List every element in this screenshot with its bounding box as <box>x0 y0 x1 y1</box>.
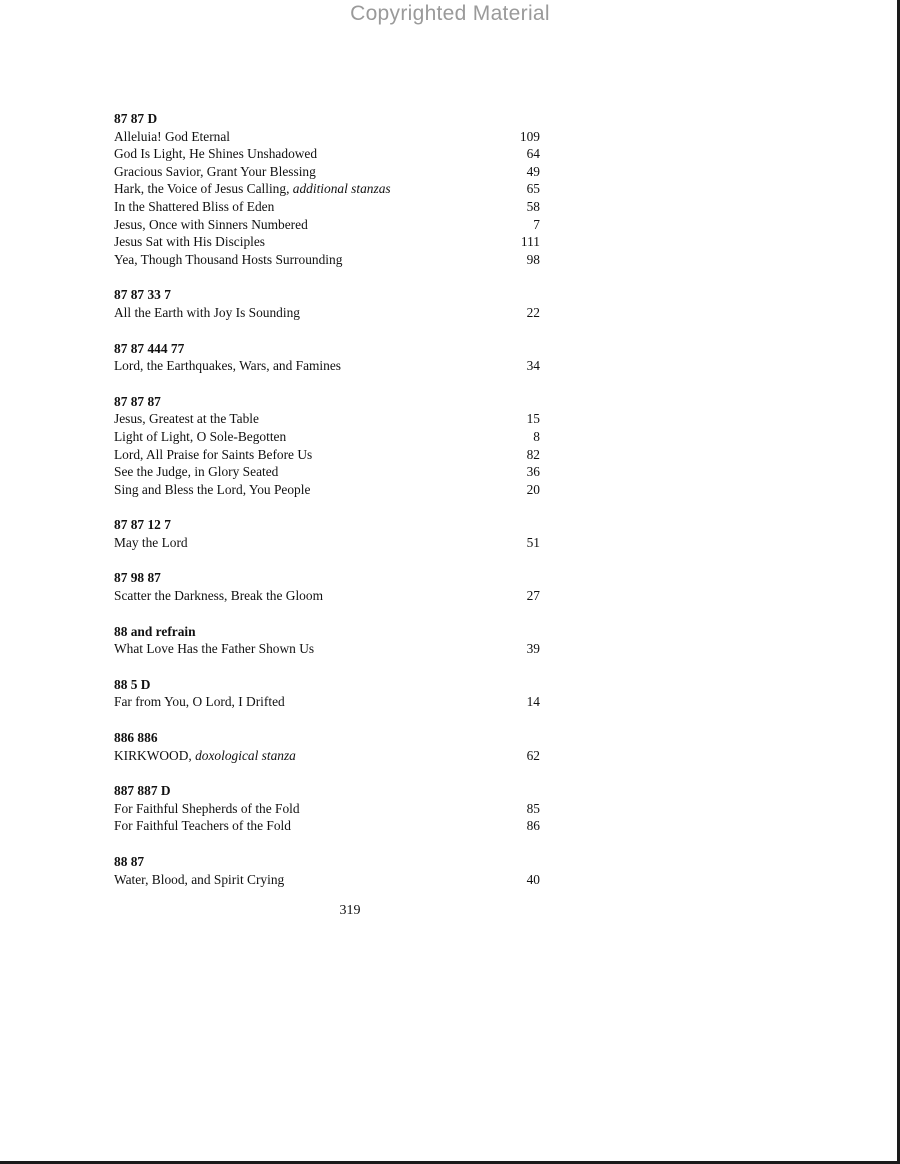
index-entry <box>114 198 540 216</box>
index-entry <box>114 871 540 889</box>
entry-page-number: 14 <box>526 694 540 710</box>
index-entry <box>114 640 540 658</box>
meter-section <box>114 569 540 604</box>
meter-section <box>114 286 540 321</box>
entry-page-number: 27 <box>526 588 540 604</box>
meter-index <box>114 110 540 906</box>
entry-title <box>114 251 342 269</box>
entry-title-text: What Love Has the Father Shown Us <box>114 641 315 657</box>
entry-title-text: For Faithful Teachers of the Fold <box>114 818 291 834</box>
entry-title <box>114 216 308 234</box>
index-entry <box>114 357 540 375</box>
index-entry <box>114 428 540 446</box>
index-entry <box>114 251 540 269</box>
entry-title-text: Sing and Bless the Lord, You People <box>114 481 311 497</box>
index-entry <box>114 233 540 251</box>
entry-title-text: Yea, Though Thousand Hosts Surrounding <box>114 251 343 267</box>
meter-section <box>114 516 540 551</box>
meter-section <box>114 623 540 658</box>
index-entry <box>114 216 540 234</box>
entry-title-text: See the Judge, in Glory Seated <box>114 464 279 480</box>
meter-section <box>114 782 540 835</box>
meter-section <box>114 853 540 888</box>
meter-heading: 87 87 87 <box>114 393 161 409</box>
entry-title <box>114 871 284 889</box>
entry-title <box>114 145 317 163</box>
entry-title <box>114 410 259 428</box>
entry-page-number: 36 <box>526 464 540 480</box>
entry-title-text: May the Lord <box>114 534 188 550</box>
meter-heading: 886 886 <box>114 730 158 746</box>
entry-title-text: Hark, the Voice of Jesus Calling, <box>114 181 293 197</box>
index-entry <box>114 817 540 835</box>
entry-page-number: 22 <box>526 304 540 320</box>
entry-page-number: 7 <box>533 216 540 232</box>
index-entry <box>114 446 540 464</box>
entry-title <box>114 128 230 146</box>
entry-page-number: 39 <box>526 641 540 657</box>
entry-title <box>114 693 285 711</box>
meter-heading: 87 87 12 7 <box>114 517 171 533</box>
entry-title <box>114 463 278 481</box>
entry-title-text: Jesus, Once with Sinners Numbered <box>114 216 308 232</box>
meter-heading: 87 87 444 77 <box>114 340 185 356</box>
meter-heading: 88 5 D <box>114 676 151 692</box>
entry-page-number: 86 <box>526 818 540 834</box>
entry-page-number: 40 <box>526 871 540 887</box>
entry-page-number: 98 <box>526 251 540 267</box>
meter-heading: 88 and refrain <box>114 623 196 639</box>
index-entry <box>114 128 540 146</box>
index-entry <box>114 800 540 818</box>
entry-title-text: In the Shattered Bliss of Eden <box>114 198 275 214</box>
index-entry <box>114 410 540 428</box>
meter-heading: 887 887 D <box>114 783 171 799</box>
meter-section <box>114 393 540 499</box>
meter-section <box>114 676 540 711</box>
entry-page-number: 8 <box>533 428 540 444</box>
index-entry <box>114 534 540 552</box>
entry-title <box>114 534 188 552</box>
entry-page-number: 64 <box>526 146 540 162</box>
meter-section <box>114 729 540 764</box>
entry-title <box>114 428 286 446</box>
entry-page-number: 51 <box>526 534 540 550</box>
entry-page-number: 111 <box>520 234 540 250</box>
entry-title-text: Light of Light, O Sole-Begotten <box>114 428 287 444</box>
index-entry <box>114 747 540 765</box>
index-entry <box>114 481 540 499</box>
entry-title <box>114 198 274 216</box>
entry-title <box>114 587 323 605</box>
entry-page-number: 85 <box>526 800 540 816</box>
meter-heading: 88 87 <box>114 854 145 869</box>
index-entry <box>114 145 540 163</box>
entry-title <box>114 800 300 818</box>
entry-title <box>114 357 341 375</box>
entry-title-text: Jesus, Greatest at the Table <box>114 411 259 427</box>
entry-title <box>114 180 391 198</box>
meter-section <box>114 340 540 375</box>
entry-title-text: Jesus Sat with His Disciples <box>114 234 266 250</box>
index-entry <box>114 180 540 198</box>
index-entry <box>114 463 540 481</box>
entry-title-text: Scatter the Darkness, Break the Gloom <box>114 588 323 604</box>
index-entry <box>114 304 540 322</box>
entry-title-text: KIRKWOOD, <box>114 747 196 763</box>
page-number: 319 <box>339 903 361 918</box>
meter-heading: 87 98 87 <box>114 570 161 586</box>
entry-page-number: 20 <box>526 481 540 497</box>
entry-title-text: God Is Light, He Shines Unshadowed <box>114 146 318 162</box>
entry-title-text: For Faithful Shepherds of the Fold <box>114 800 300 816</box>
entry-note: additional stanzas <box>292 181 391 197</box>
entry-title <box>114 747 296 765</box>
entry-title <box>114 304 300 322</box>
entry-page-number: 82 <box>526 446 540 462</box>
entry-page-number: 49 <box>526 163 540 179</box>
meter-section <box>114 110 540 268</box>
entry-title <box>114 481 310 499</box>
entry-page-number: 109 <box>519 128 540 144</box>
entry-title <box>114 233 265 251</box>
entry-page-number: 62 <box>526 747 540 763</box>
index-entry <box>114 587 540 605</box>
meter-heading: 87 87 33 7 <box>114 287 171 303</box>
entry-note: doxological stanza <box>195 747 296 763</box>
entry-page-number: 65 <box>526 181 540 197</box>
index-entry <box>114 693 540 711</box>
entry-page-number: 15 <box>526 411 540 427</box>
copyright-watermark: Copyrighted Material <box>350 2 550 25</box>
entry-title <box>114 163 316 181</box>
entry-title-text: Far from You, O Lord, I Drifted <box>114 694 285 710</box>
entry-page-number: 58 <box>526 198 540 214</box>
entry-title <box>114 446 312 464</box>
entry-title-text: Gracious Savior, Grant Your Blessing <box>114 163 316 179</box>
entry-title-text: Lord, All Praise for Saints Before Us <box>114 446 313 462</box>
entry-title <box>114 817 291 835</box>
entry-title-text: Water, Blood, and Spirit Crying <box>114 871 285 887</box>
index-entry <box>114 163 540 181</box>
meter-heading: 87 87 D <box>114 111 158 126</box>
entry-title <box>114 640 314 658</box>
entry-page-number: 34 <box>526 358 540 374</box>
entry-title-text: Lord, the Earthquakes, Wars, and Famines <box>114 358 341 374</box>
entry-title-text: Alleluia! God Eternal <box>114 128 231 144</box>
entry-title-text: All the Earth with Joy Is Sounding <box>114 304 300 320</box>
